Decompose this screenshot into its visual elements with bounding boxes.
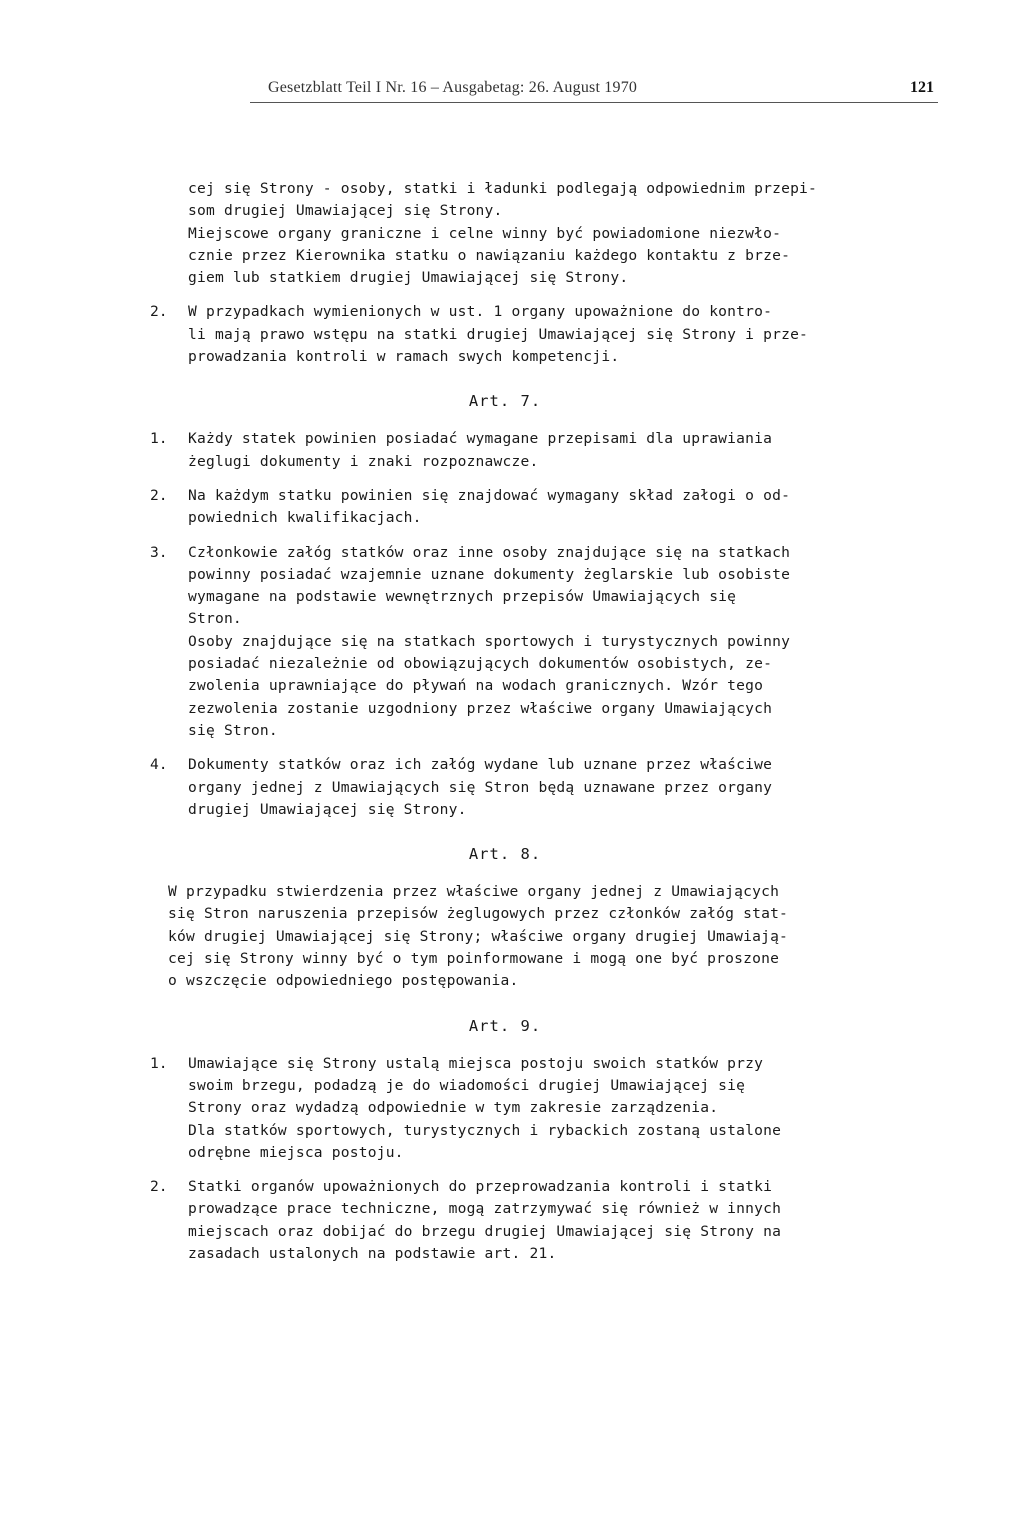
text-line: posiadać niezależnie od obowiązujących dokumentów osobistych, ze-	[188, 655, 773, 673]
text-line: W przypadku stwierdzenia przez właściwe organy jednej z Umawiających	[168, 883, 780, 901]
text-line: Strony oraz wydadzą odpowiednie w tym zakresie zarządzenia.	[188, 1099, 719, 1117]
text-line: W przypadkach wymienionych w ust. 1 organy upoważnione do kontro-	[188, 303, 773, 321]
text-line: giem lub statkiem drugiej Umawiającej się Strony.	[188, 269, 629, 287]
text-line: się Stron.	[188, 721, 278, 739]
page-header	[250, 78, 938, 103]
text-line: drugiej Umawiającej się Strony.	[188, 800, 467, 818]
page-number: 121	[910, 79, 934, 96]
text-line: som drugiej Umawiającej się Strony.	[188, 202, 503, 220]
text-line: Każdy statek powinien posiadać wymagane przepisami dla uprawiania	[188, 430, 773, 448]
text-line: ków drugiej Umawiającej się Strony; właściwe organy drugiej Umawiają-	[168, 927, 789, 945]
text-line: Członkowie załóg statków oraz inne osoby znajdujące się na statkach	[188, 543, 791, 561]
item-number: 4.	[150, 756, 168, 774]
article-paragraph	[150, 881, 860, 992]
text-line: zasadach ustalonych na podstawie art. 21.	[188, 1244, 557, 1262]
article-heading: Art. 8.	[468, 845, 542, 864]
document-body	[150, 178, 860, 1265]
item-number: 2.	[150, 1178, 168, 1196]
text-line: wymagane na podstawie wewnętrznych przepisów Umawiających się	[188, 588, 737, 606]
list-item	[150, 428, 860, 473]
item-number: 2.	[150, 303, 168, 321]
text-line: powiednich kwalifikacjach.	[188, 509, 422, 527]
list-item	[150, 542, 860, 743]
text-line: żeglugi dokumenty i znaki rozpoznawcze.	[188, 452, 539, 470]
text-line: się Stron naruszenia przepisów żeglugowych przez członków załóg stat-	[168, 905, 789, 923]
text-line: miejscach oraz dobijać do brzegu drugiej Umawiającej się Strony na	[188, 1222, 782, 1240]
text-line: cznie przez Kierownika statku o nawiązaniu każdego kontaktu z brze-	[188, 246, 791, 264]
article-heading: Art. 7.	[468, 392, 542, 411]
text-line: Osoby znajdujące się na statkach sportowych i turystycznych powinny	[188, 632, 791, 650]
text-line: zezwolenia zostanie uzgodniony przez właściwe organy Umawiających	[188, 699, 773, 717]
list-item	[150, 485, 860, 530]
text-line: prowadzania kontroli w ramach swych kompetencji.	[188, 348, 620, 366]
item-number: 1.	[150, 1054, 168, 1072]
text-line: Umawiające się Strony ustalą miejsca postoju swoich statków przy	[188, 1054, 764, 1072]
text-line: Na każdym statku powinien się znajdować wymagany skład załogi o od-	[188, 486, 791, 504]
text-line: zwolenia uprawniające do pływań na wodach granicznych. Wzór tego	[188, 677, 764, 695]
text-line: powinny posiadać wzajemnie uznane dokumenty żeglarskie lub osobiste	[188, 565, 791, 583]
text-line: Miejscowe organy graniczne i celne winny być powiadomione niezwło-	[188, 224, 782, 242]
intro-paragraph	[150, 178, 860, 289]
list-item	[150, 1053, 860, 1164]
text-line: li mają prawo wstępu na statki drugiej Umawiającej się Strony i prze-	[188, 325, 809, 343]
item-number: 3.	[150, 543, 168, 561]
text-line: cej się Strony winny być o tym poinformowane i mogą one być proszone	[168, 950, 780, 968]
text-line: Dokumenty statków oraz ich załóg wydane lub uznane przez właściwe	[188, 756, 773, 774]
text-line: prowadzące prace techniczne, mogą zatrzymywać się również w innych	[188, 1200, 782, 1218]
text-line: Statki organów upoważnionych do przeprowadzania kontroli i statki	[188, 1178, 773, 1196]
article-heading: Art. 9.	[468, 1016, 542, 1035]
gazette-title: Gesetzblatt Teil I Nr. 16 – Ausgabetag: 26. August 1970	[268, 79, 638, 96]
item-number: 1.	[150, 430, 168, 448]
text-line: odrębne miejsca postoju.	[188, 1143, 404, 1161]
list-item	[150, 1176, 860, 1265]
text-line: o wszczęcie odpowiedniego postępowania.	[168, 972, 519, 990]
item-number: 2.	[150, 486, 168, 504]
text-line: Stron.	[188, 610, 242, 628]
text-line: organy jednej z Umawiających się Stron będą uznawane przez organy	[188, 778, 773, 796]
text-line: Dla statków sportowych, turystycznych i rybackich zostaną ustalone	[188, 1121, 782, 1139]
list-item	[150, 301, 860, 368]
list-item	[150, 754, 860, 821]
text-line: swoim brzegu, podadzą je do wiadomości drugiej Umawiającej się	[188, 1076, 746, 1094]
text-line: cej się Strony - osoby, statki i ładunki podlegają odpowiednim przepi-	[188, 180, 818, 197]
